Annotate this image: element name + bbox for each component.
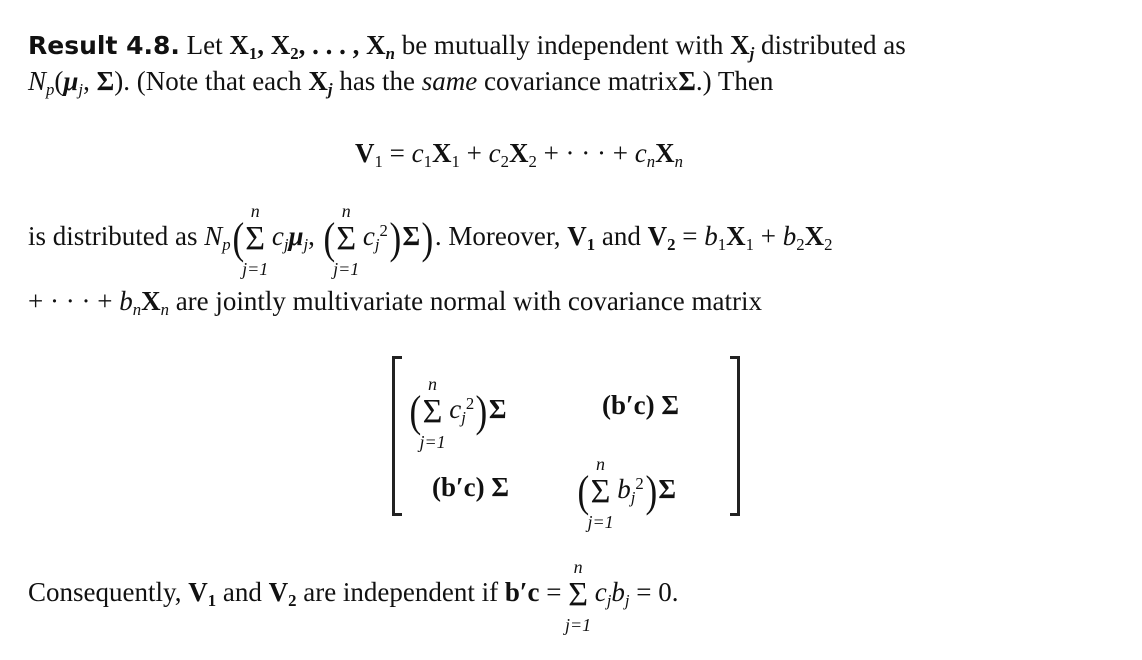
sigma-symbol: Σ xyxy=(678,66,696,96)
text-same: same xyxy=(421,66,478,96)
text-independent-if: are independent if xyxy=(303,577,499,607)
line-normal-note xyxy=(28,66,774,100)
text-note-each: . (Note that each xyxy=(123,66,302,96)
equation-v2-start: = $b_1X_1 + b_2X_2$ xyxy=(682,221,833,255)
text-distributed-as: distributed as xyxy=(761,30,906,60)
variable-xj-2: $X_j$ xyxy=(308,66,333,100)
variable-v1: $V_1$ xyxy=(567,221,596,255)
sum-symbol: Σ n j=1 xyxy=(242,201,269,279)
text-moreover: . Moreover, xyxy=(434,221,561,251)
result-label: Result 4.8. xyxy=(28,31,180,60)
conclusion-line xyxy=(28,557,679,635)
variable-v2-final: $V_2$ xyxy=(268,577,297,611)
matrix-cell-21: (b′c) Σ xyxy=(432,472,509,502)
line-jointly-normal: + · · · + $b_nX_n$ are jointly multivariate normal with covariance matrix xyxy=(28,286,762,320)
equation-v1: $V_1 = c_1X_1 + c_2X_2$ + · · · + $c_nX_n$ xyxy=(355,138,683,172)
independence-condition: b′c = Σ n j=1 $c_jb_j = 0$. xyxy=(504,557,679,635)
text-consequently: Consequently, xyxy=(28,577,182,607)
text-is-distributed: is distributed as xyxy=(28,221,198,251)
text-and-final: and xyxy=(222,577,262,607)
variable-v2: $V_2$ xyxy=(647,221,676,255)
variables-list: $X_1$, $X_2$, . . . , $X_n$ xyxy=(229,30,395,64)
distribution-expr: $N_p(\Sigma$ n j=1 $c_j\mu_j$, (Σ n j=1 $c_j^2)\Sigma$) xyxy=(204,201,434,279)
result-heading-line xyxy=(28,30,906,64)
text-covariance-matrix: covariance matrix xyxy=(484,66,679,96)
text-and: and xyxy=(601,221,641,251)
variable-v1-final: $V_1$ xyxy=(188,577,217,611)
covariance-matrix xyxy=(392,356,740,532)
line-distribution xyxy=(28,201,833,279)
sum-symbol: Σ n j=1 xyxy=(565,557,592,635)
text-has-the: has the xyxy=(339,66,416,96)
normal-dist-expr: $N_p(\mu_j$, Σ) xyxy=(28,66,124,100)
matrix-left-bracket xyxy=(392,356,402,516)
matrix-cell-12: (b′c) Σ xyxy=(602,390,679,420)
text-mutually-independent: be mutually independent with xyxy=(401,30,724,60)
text-let: Let xyxy=(186,30,223,60)
matrix-cell-11: (Σ n j=1 $c_j^2)\Sigma$ xyxy=(409,374,507,452)
variable-xj: $X_j$ xyxy=(730,30,755,64)
text-then: .) Then xyxy=(695,66,774,96)
matrix-cell-22: (Σ n j=1 $b_j^2)\Sigma$ xyxy=(577,454,677,532)
sum-symbol: Σ n j=1 xyxy=(333,201,360,279)
matrix-right-bracket xyxy=(730,356,740,516)
